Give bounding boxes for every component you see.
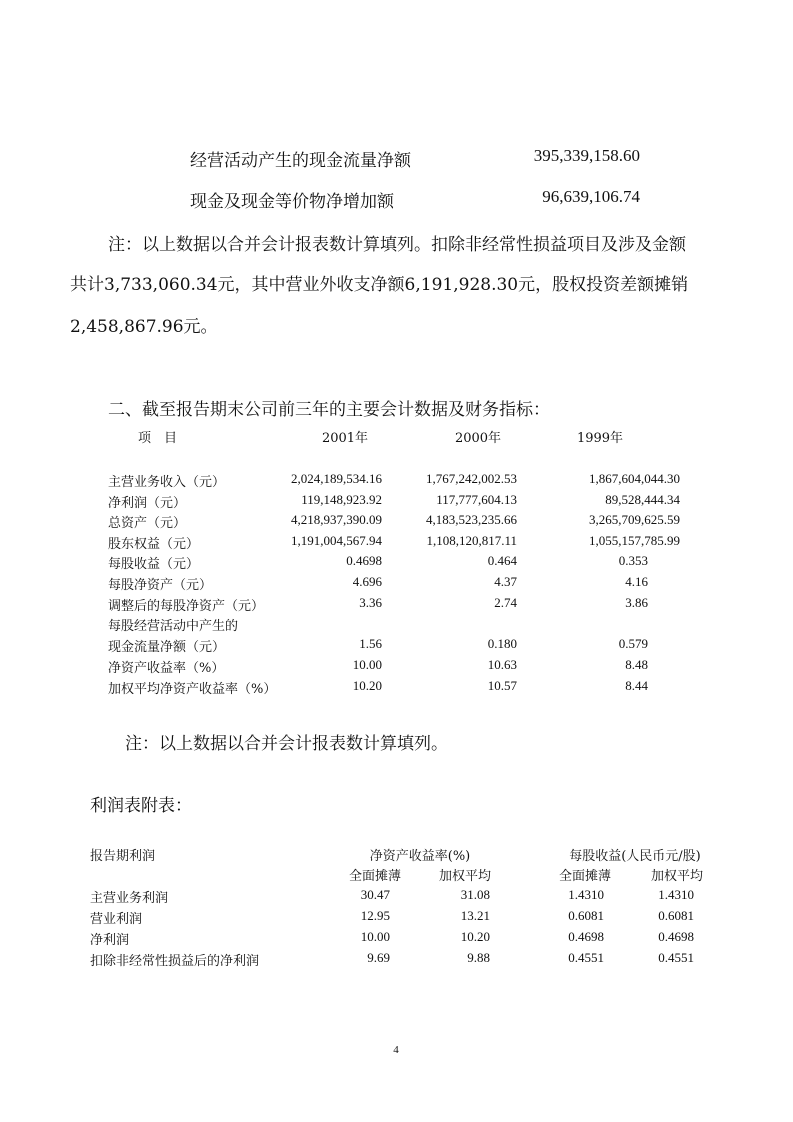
- column-header-item: 项 目: [138, 431, 178, 446]
- profit-table-heading: 利润表附表：: [90, 796, 192, 816]
- cell-net-profit-2001: 119,148,923.92: [301, 492, 382, 507]
- note-line-2: 共计3,733,060.34元，其中营业外收支净额6,191,928.30元，股权投资差额摊销: [70, 275, 689, 295]
- cell-nav-per-share-1999: 4.16: [625, 574, 648, 589]
- cell-weighted-roe-1999: 8.44: [625, 678, 648, 693]
- cell-equity-2001: 1,191,004,567.94: [291, 533, 382, 548]
- row-label-weighted-roe: 加权平均净资产收益率（%）: [108, 682, 277, 697]
- cell-nav-per-share-2001: 4.696: [352, 574, 382, 589]
- cell-total-assets-2000: 4,183,523,235.66: [426, 512, 517, 527]
- cashflow-operating-value: 395,339,158.60: [533, 146, 640, 165]
- cell-revenue-2000: 1,767,242,002.53: [426, 471, 517, 486]
- profit-row-label-adjusted-net: 扣除非经常性损益后的净利润: [90, 954, 260, 969]
- profit-row-label-net: 净利润: [90, 933, 130, 948]
- cell-equity-1999: 1,055,157,785.99: [589, 533, 680, 548]
- cell-nav-per-share-2000: 4.37: [494, 574, 517, 589]
- cell-equity-2000: 1,108,120,817.11: [426, 533, 517, 548]
- cell-weighted-roe-2001: 10.20: [352, 678, 382, 693]
- note-line-1: 注：以上数据以合并会计报表数计算填列。扣除非经常性损益项目及涉及金额: [108, 235, 686, 255]
- row-label-roe: 净资产收益率（%）: [108, 661, 225, 676]
- profit-cell-main-2: 31.08: [460, 887, 490, 902]
- section2-note: 注：以上数据以合并会计报表数计算填列。: [125, 734, 448, 754]
- profit-cell-operating-2: 13.21: [460, 908, 490, 923]
- cashflow-operating-label: 经营活动产生的现金流量净额: [190, 151, 411, 171]
- cell-total-assets-2001: 4,218,937,390.09: [291, 512, 382, 527]
- profit-cell-adjusted-net-2: 9.88: [467, 950, 490, 965]
- row-label-eps: 每股收益（元）: [108, 557, 200, 572]
- subheader-eps-weighted: 加权平均: [650, 869, 703, 884]
- subheader-eps-diluted: 全面摊薄: [558, 869, 611, 884]
- cell-eps-2000: 0.464: [487, 553, 517, 568]
- profit-cell-main-3: 1.4310: [568, 887, 604, 902]
- column-header-2000: 2000年: [454, 431, 502, 446]
- section2-heading: 二、截至报告期末公司前三年的主要会计数据及财务指标：: [108, 400, 550, 420]
- column-header-2001: 2001年: [321, 431, 369, 446]
- profit-cell-operating-4: 0.6081: [658, 908, 694, 923]
- cell-roe-1999: 8.48: [625, 657, 648, 672]
- row-label-nav-per-share: 每股净资产（元）: [108, 578, 213, 593]
- row-label-operating-cf-per-share: 每股经营活动中产生的: [108, 619, 239, 634]
- cell-adjusted-nav-2000: 2.74: [494, 595, 517, 610]
- cash-increase-label: 现金及现金等价物净增加额: [190, 192, 394, 212]
- row-label-total-assets: 总资产（元）: [108, 516, 187, 531]
- subheader-roe-diluted: 全面摊薄: [348, 869, 401, 884]
- column-header-profit-item: 报告期利润: [90, 849, 156, 864]
- cell-cf-net-2000: 0.180: [487, 636, 517, 651]
- cell-net-profit-1999: 89,528,444.34: [605, 492, 680, 507]
- note-line-3: 2,458,867.96元。: [70, 317, 218, 337]
- cash-increase-value: 96,639,106.74: [542, 187, 640, 206]
- profit-cell-adjusted-net-3: 0.4551: [568, 950, 604, 965]
- cell-cf-net-2001: 1.56: [359, 636, 382, 651]
- profit-row-label-main: 主营业务利润: [90, 891, 169, 906]
- column-header-1999: 1999年: [576, 431, 624, 446]
- cell-roe-2000: 10.63: [487, 657, 517, 672]
- cell-cf-net-1999: 0.579: [618, 636, 648, 651]
- cell-eps-1999: 0.353: [618, 553, 648, 568]
- subheader-roe-weighted: 加权平均: [438, 869, 491, 884]
- cell-total-assets-1999: 3,265,709,625.59: [589, 512, 680, 527]
- profit-cell-main-4: 1.4310: [658, 887, 694, 902]
- profit-cell-net-4: 0.4698: [658, 929, 694, 944]
- profit-row-label-operating: 营业利润: [90, 912, 143, 927]
- cell-weighted-roe-2000: 10.57: [487, 678, 517, 693]
- profit-cell-net-3: 0.4698: [568, 929, 604, 944]
- profit-cell-net-1: 10.00: [360, 929, 390, 944]
- page-number: 4: [393, 1044, 399, 1056]
- row-label-cf-net: 现金流量净额（元）: [108, 640, 226, 655]
- cell-net-profit-2000: 117,777,604.13: [436, 492, 517, 507]
- profit-cell-adjusted-net-1: 9.69: [367, 950, 390, 965]
- column-group-eps: 每股收益(人民币元/股): [569, 849, 701, 864]
- row-label-equity: 股东权益（元）: [108, 537, 200, 552]
- profit-cell-adjusted-net-4: 0.4551: [658, 950, 694, 965]
- cell-revenue-2001: 2,024,189,534.16: [291, 471, 382, 486]
- row-label-adjusted-nav: 调整后的每股净资产（元）: [108, 599, 265, 614]
- profit-cell-operating-1: 12.95: [360, 908, 390, 923]
- cell-adjusted-nav-1999: 3.86: [625, 595, 648, 610]
- cell-eps-2001: 0.4698: [346, 553, 382, 568]
- profit-cell-net-2: 10.20: [460, 929, 490, 944]
- cell-revenue-1999: 1,867,604,044.30: [589, 471, 680, 486]
- cell-roe-2001: 10.00: [352, 657, 382, 672]
- profit-cell-main-1: 30.47: [360, 887, 390, 902]
- column-group-roe: 净资产收益率(%): [369, 849, 471, 864]
- row-label-revenue: 主营业务收入（元）: [108, 475, 226, 490]
- cell-adjusted-nav-2001: 3.36: [359, 595, 382, 610]
- profit-cell-operating-3: 0.6081: [568, 908, 604, 923]
- row-label-net-profit: 净利润（元）: [108, 496, 187, 511]
